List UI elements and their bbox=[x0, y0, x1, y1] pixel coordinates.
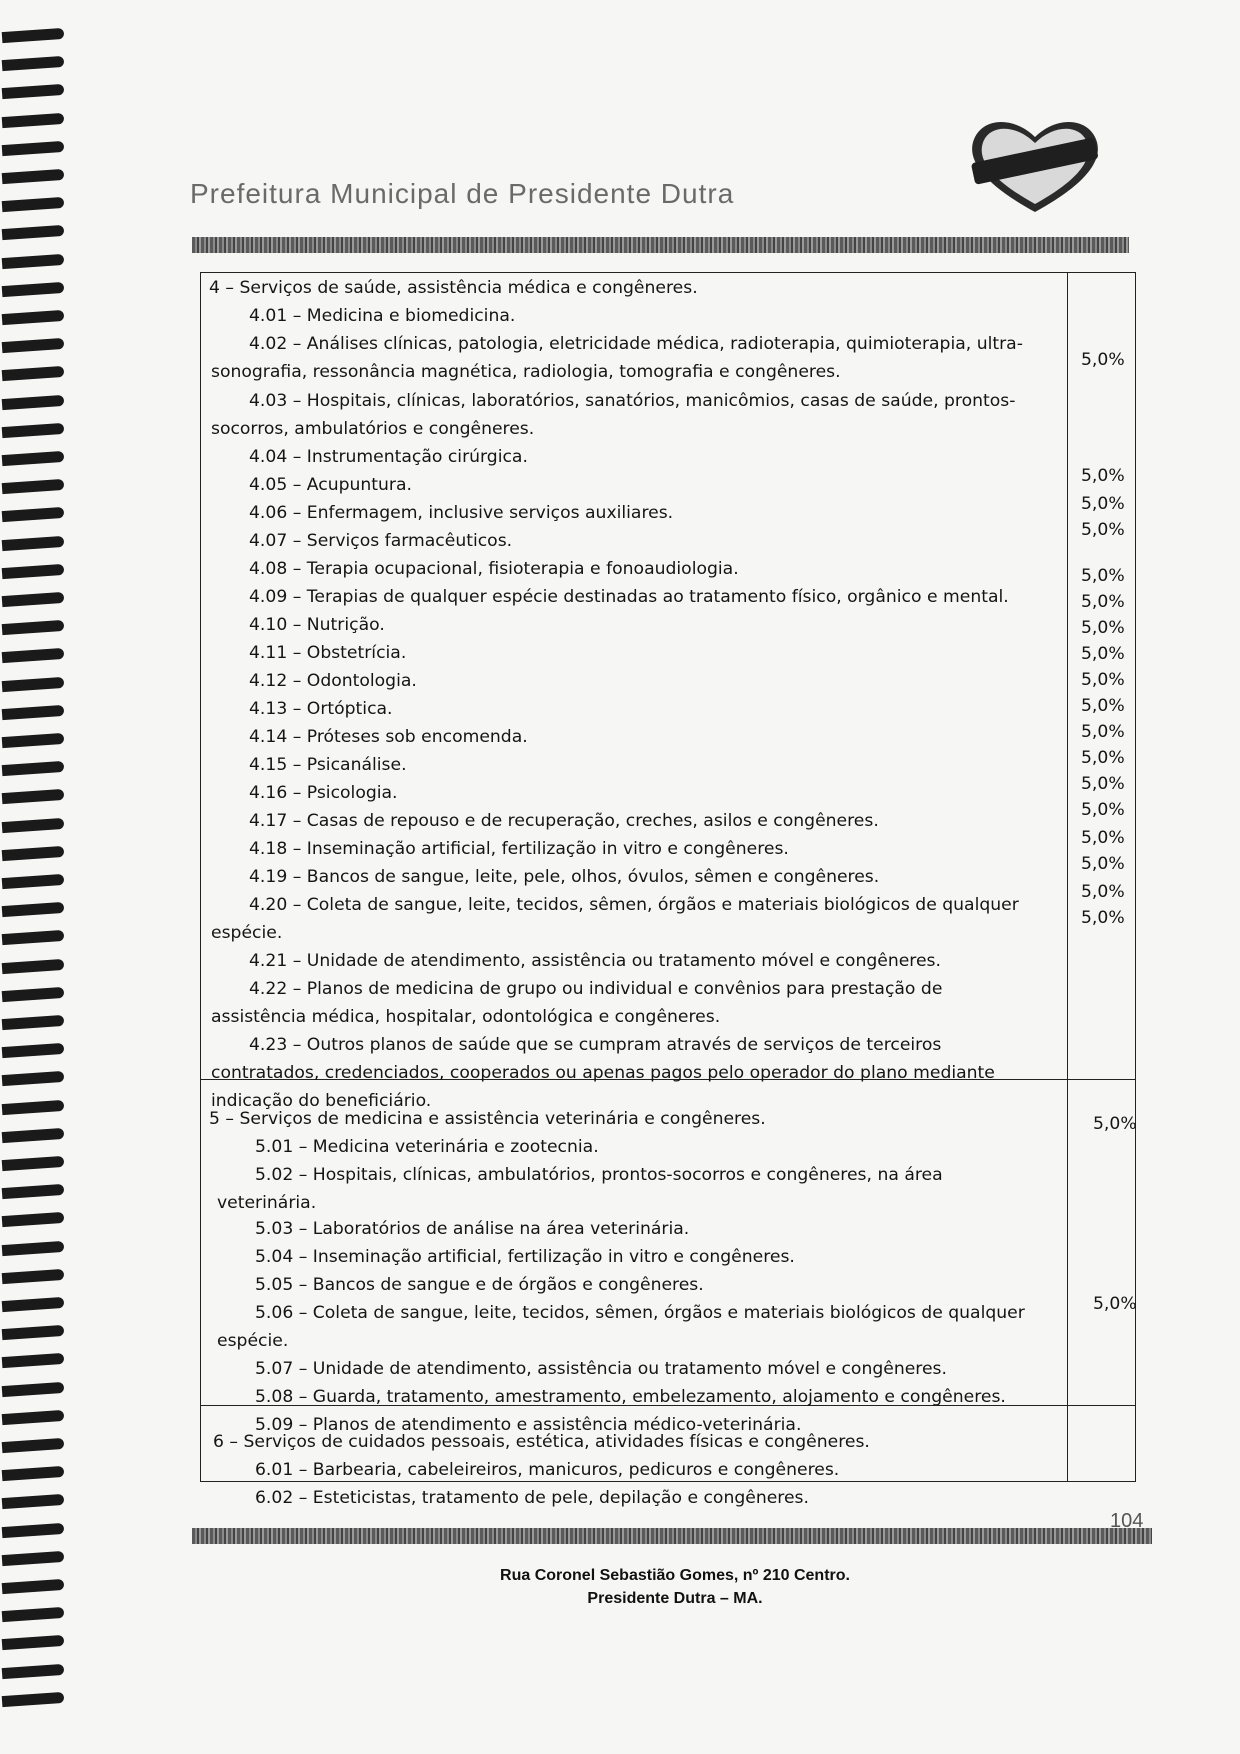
table-column-divider bbox=[1067, 273, 1068, 1481]
spiral-ring bbox=[2, 846, 65, 861]
service-item-continuation: indicação do beneficiário. bbox=[211, 1091, 432, 1111]
spiral-ring bbox=[2, 930, 65, 945]
section-heading: 5 – Serviços de medicina e assistência veterinária e congêneres. bbox=[209, 1109, 766, 1129]
service-item: 4.17 – Casas de repouso e de recuperação, creches, asilos e congêneres. bbox=[249, 811, 879, 831]
spiral-ring bbox=[2, 958, 65, 973]
spiral-ring bbox=[2, 1212, 65, 1227]
page-number: 104 bbox=[1110, 1510, 1144, 1532]
tax-rate: 5,0% bbox=[1081, 774, 1125, 794]
tax-rate: 5,0% bbox=[1081, 350, 1125, 370]
spiral-ring bbox=[2, 817, 65, 832]
spiral-ring bbox=[2, 1522, 65, 1537]
spiral-ring bbox=[2, 789, 65, 804]
spiral-ring bbox=[2, 1128, 65, 1143]
spiral-ring bbox=[2, 1438, 65, 1453]
service-item-continuation: espécie. bbox=[217, 1331, 289, 1351]
spiral-ring bbox=[2, 1240, 65, 1255]
footer-address: Rua Coronel Sebastião Gomes, nº 210 Centro. bbox=[500, 1567, 850, 1584]
service-item: 4.15 – Psicanálise. bbox=[249, 755, 407, 775]
spiral-ring bbox=[2, 592, 65, 607]
spiral-binding bbox=[0, 30, 70, 1730]
spiral-ring bbox=[2, 1494, 65, 1509]
services-table bbox=[200, 272, 1137, 1508]
spiral-ring bbox=[2, 507, 65, 522]
service-item: 4.19 – Bancos de sangue, leite, pele, olhos, óvulos, sêmen e congêneres. bbox=[249, 867, 880, 887]
service-item: 4.09 – Terapias de qualquer espécie destinadas ao tratamento físico, orgânico e mental. bbox=[249, 587, 1009, 607]
tax-rate: 5,0% bbox=[1081, 854, 1125, 874]
spiral-ring bbox=[2, 282, 65, 297]
tax-rate: 5,0% bbox=[1081, 520, 1125, 540]
service-item: 4.11 – Obstetrícia. bbox=[249, 643, 407, 663]
spiral-ring bbox=[2, 1071, 65, 1086]
spiral-ring bbox=[2, 253, 65, 268]
spiral-ring bbox=[2, 1015, 65, 1030]
spiral-ring bbox=[2, 1297, 65, 1312]
page-header-title: Prefeitura Municipal de Presidente Dutra bbox=[190, 178, 735, 209]
service-item: 4.02 – Análises clínicas, patologia, eletricidade médica, radioterapia, quimioterapia, ultra- bbox=[249, 334, 1023, 354]
spiral-ring bbox=[2, 1635, 65, 1650]
spiral-ring bbox=[2, 1551, 65, 1566]
spiral-ring bbox=[2, 1381, 65, 1396]
spiral-ring bbox=[2, 987, 65, 1002]
service-item-continuation: sonografia, ressonância magnética, radiologia, tomografia e congêneres. bbox=[211, 362, 841, 382]
service-item: 6.01 – Barbearia, cabeleireiros, manicuros, pedicuros e congêneres. bbox=[255, 1460, 840, 1480]
spiral-ring bbox=[2, 535, 65, 550]
service-item-continuation: assistência médica, hospitalar, odontológica e congêneres. bbox=[211, 1007, 721, 1027]
tax-rate: 5,0% bbox=[1093, 1294, 1137, 1314]
service-item: 6.02 – Esteticistas, tratamento de pele, depilação e congêneres. bbox=[255, 1488, 809, 1508]
section-heading: 4 – Serviços de saúde, assistência médica e congêneres. bbox=[209, 278, 698, 298]
spiral-ring bbox=[2, 1607, 65, 1622]
service-item: 4.13 – Ortóptica. bbox=[249, 699, 393, 719]
spiral-ring bbox=[2, 169, 65, 184]
spiral-ring bbox=[2, 1325, 65, 1340]
tax-rate: 5,0% bbox=[1081, 828, 1125, 848]
spiral-ring bbox=[2, 423, 65, 438]
service-item: 5.02 – Hospitais, clínicas, ambulatórios, prontos-socorros e congêneres, na área bbox=[255, 1165, 943, 1185]
spiral-ring bbox=[2, 225, 65, 240]
spiral-ring bbox=[2, 338, 65, 353]
tax-rate: 5,0% bbox=[1081, 748, 1125, 768]
spiral-ring bbox=[2, 112, 65, 127]
service-item: 4.05 – Acupuntura. bbox=[249, 475, 412, 495]
spiral-ring bbox=[2, 902, 65, 917]
service-item: 4.01 – Medicina e biomedicina. bbox=[249, 306, 516, 326]
spiral-ring bbox=[2, 56, 65, 71]
service-item-continuation: contratados, credenciados, cooperados ou apenas pagos pelo operador do plano mediante bbox=[211, 1063, 995, 1083]
service-item: 4.14 – Próteses sob encomenda. bbox=[249, 727, 528, 747]
spiral-ring bbox=[2, 874, 65, 889]
spiral-ring bbox=[2, 1410, 65, 1425]
service-item: 4.03 – Hospitais, clínicas, laboratórios, sanatórios, manicômios, casas de saúde, prontos- bbox=[249, 391, 1016, 411]
service-item-continuation: veterinária. bbox=[217, 1193, 317, 1213]
spiral-ring bbox=[2, 733, 65, 748]
tax-rate: 5,0% bbox=[1081, 494, 1125, 514]
header-divider-band bbox=[192, 237, 1129, 253]
service-item: 4.12 – Odontologia. bbox=[249, 671, 417, 691]
tax-rate: 5,0% bbox=[1081, 882, 1125, 902]
spiral-ring bbox=[2, 310, 65, 325]
service-item: 5.06 – Coleta de sangue, leite, tecidos, sêmen, órgãos e materiais biológicos de qualquer bbox=[255, 1303, 1025, 1323]
spiral-ring bbox=[2, 564, 65, 579]
spiral-ring bbox=[2, 1184, 65, 1199]
service-item: 5.01 – Medicina veterinária e zootecnia. bbox=[255, 1137, 599, 1157]
service-item: 4.16 – Psicologia. bbox=[249, 783, 398, 803]
footer-city: Presidente Dutra – MA. bbox=[587, 1590, 763, 1607]
spiral-ring bbox=[2, 1353, 65, 1368]
spiral-ring bbox=[2, 620, 65, 635]
spiral-ring bbox=[2, 1043, 65, 1058]
spiral-ring bbox=[2, 197, 65, 212]
spiral-ring bbox=[2, 451, 65, 466]
footer-divider-band bbox=[192, 1528, 1152, 1544]
service-item: 4.18 – Inseminação artificial, fertilização in vitro e congêneres. bbox=[249, 839, 789, 859]
service-item: 4.04 – Instrumentação cirúrgica. bbox=[249, 447, 528, 467]
service-item: 5.09 – Planos de atendimento e assistência médico-veterinária. bbox=[255, 1415, 802, 1435]
spiral-ring bbox=[2, 648, 65, 663]
tax-rate: 5,0% bbox=[1081, 800, 1125, 820]
spiral-ring bbox=[2, 479, 65, 494]
tax-rate: 5,0% bbox=[1081, 908, 1125, 928]
municipality-logo bbox=[960, 112, 1110, 217]
spiral-ring bbox=[2, 28, 65, 43]
spiral-ring bbox=[2, 705, 65, 720]
spiral-ring bbox=[2, 761, 65, 776]
service-item-continuation: espécie. bbox=[211, 923, 283, 943]
service-item: 4.06 – Enfermagem, inclusive serviços auxiliares. bbox=[249, 503, 674, 523]
service-item: 4.21 – Unidade de atendimento, assistência ou tratamento móvel e congêneres. bbox=[249, 951, 941, 971]
service-item: 5.03 – Laboratórios de análise na área veterinária. bbox=[255, 1219, 690, 1239]
service-item: 4.20 – Coleta de sangue, leite, tecidos, sêmen, órgãos e materiais biológicos de qualquer bbox=[249, 895, 1019, 915]
service-item: 4.23 – Outros planos de saúde que se cumpram através de serviços de terceiros bbox=[249, 1035, 942, 1055]
tax-rate: 5,0% bbox=[1093, 1114, 1137, 1134]
tax-rate: 5,0% bbox=[1081, 696, 1125, 716]
service-item: 4.10 – Nutrição. bbox=[249, 615, 385, 635]
spiral-ring bbox=[2, 1156, 65, 1171]
tax-rate: 5,0% bbox=[1081, 466, 1125, 486]
spiral-ring bbox=[2, 1466, 65, 1481]
spiral-ring bbox=[2, 1663, 65, 1678]
section-heading: 6 – Serviços de cuidados pessoais, estética, atividades físicas e congêneres. bbox=[213, 1432, 870, 1452]
service-item: 5.04 – Inseminação artificial, fertilização in vitro e congêneres. bbox=[255, 1247, 795, 1267]
spiral-ring bbox=[2, 366, 65, 381]
service-item: 5.05 – Bancos de sangue e de órgãos e congêneres. bbox=[255, 1275, 704, 1295]
tax-rate: 5,0% bbox=[1081, 644, 1125, 664]
tax-rate: 5,0% bbox=[1081, 566, 1125, 586]
spiral-ring bbox=[2, 394, 65, 409]
service-item: 4.07 – Serviços farmacêuticos. bbox=[249, 531, 513, 551]
service-item: 4.08 – Terapia ocupacional, fisioterapia e fonoaudiologia. bbox=[249, 559, 739, 579]
spiral-ring bbox=[2, 1099, 65, 1114]
tax-rate: 5,0% bbox=[1081, 670, 1125, 690]
service-item-continuation: socorros, ambulatórios e congêneres. bbox=[211, 419, 535, 439]
spiral-ring bbox=[2, 84, 65, 99]
tax-rate: 5,0% bbox=[1081, 722, 1125, 742]
service-item: 4.22 – Planos de medicina de grupo ou individual e convênios para prestação de bbox=[249, 979, 943, 999]
spiral-ring bbox=[2, 676, 65, 691]
spiral-ring bbox=[2, 141, 65, 156]
spiral-ring bbox=[2, 1269, 65, 1284]
service-item: 5.07 – Unidade de atendimento, assistência ou tratamento móvel e congêneres. bbox=[255, 1359, 947, 1379]
tax-rate: 5,0% bbox=[1081, 618, 1125, 638]
tax-rate: 5,0% bbox=[1081, 592, 1125, 612]
service-item: 5.08 – Guarda, tratamento, amestramento, embelezamento, alojamento e congêneres. bbox=[255, 1387, 1006, 1407]
spiral-ring bbox=[2, 1692, 65, 1707]
